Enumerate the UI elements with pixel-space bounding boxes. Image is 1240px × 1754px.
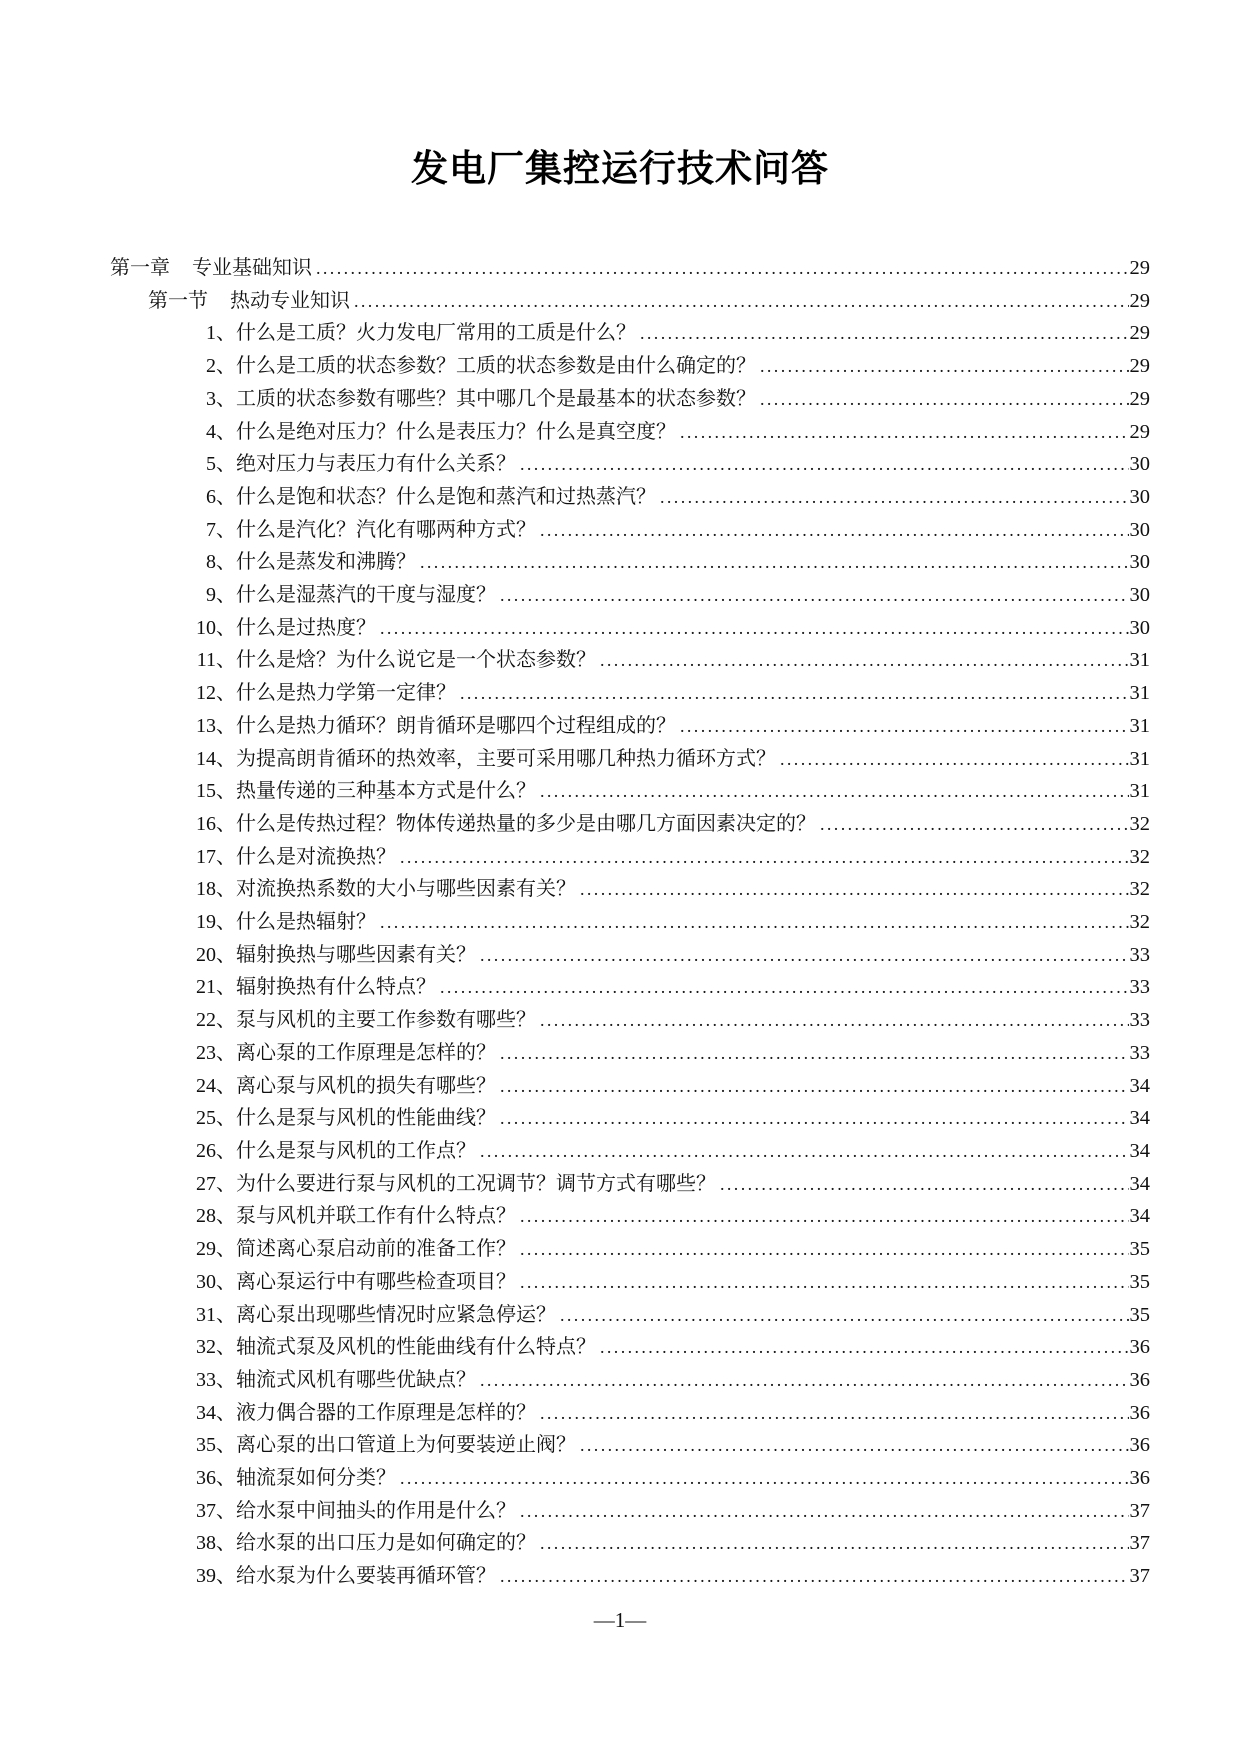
- toc-entry-title: 什么是热力循环？朗肯循环是哪四个过程组成的？: [236, 714, 676, 737]
- toc-entry-page-number: 34: [1129, 1074, 1150, 1097]
- dot-leader: [540, 514, 1129, 547]
- toc-entry-page-number: 36: [1129, 1336, 1150, 1359]
- toc-entry: [110, 710, 1150, 743]
- dot-leader: [420, 546, 1129, 579]
- toc-entry-page-number: 30: [1129, 485, 1150, 508]
- toc-entry: [110, 1004, 1150, 1037]
- toc-entry-page-number: 35: [1129, 1270, 1150, 1293]
- dot-leader: [500, 1070, 1129, 1103]
- toc-entry-page-number: 37: [1129, 1565, 1150, 1588]
- toc-entry-number: 31、: [196, 1303, 236, 1326]
- toc-entry: [110, 1299, 1150, 1332]
- page-title: 发电厂集控运行技术问答: [411, 149, 829, 190]
- dot-leader: [600, 1331, 1129, 1364]
- toc-entry-page-number: 32: [1129, 878, 1150, 901]
- toc-entry-page-number: 30: [1129, 551, 1150, 574]
- dot-leader: [500, 1560, 1129, 1593]
- toc-entry: [110, 644, 1150, 677]
- toc-entry-title: 辐射换热与哪些因素有关？: [236, 943, 476, 966]
- toc-entry: [110, 1102, 1150, 1135]
- toc-entry-title: 轴流泵如何分类？: [236, 1467, 396, 1490]
- dot-leader: [316, 252, 1129, 285]
- toc-entry: [110, 906, 1150, 939]
- toc-entry-title: 轴流式风机有哪些优缺点？: [236, 1368, 476, 1391]
- dot-leader: [400, 1462, 1129, 1495]
- toc-entry-title: 热量传递的三种基本方式是什么？: [236, 780, 536, 803]
- dot-leader: [380, 906, 1129, 939]
- toc-entry: [110, 1331, 1150, 1364]
- toc-entry-number: 7、: [206, 518, 236, 541]
- toc-entry: [110, 1233, 1150, 1266]
- toc-entry-title: 离心泵出现哪些情况时应紧急停运？: [236, 1303, 556, 1326]
- toc-entry: [110, 1037, 1150, 1070]
- toc-entry-page-number: 33: [1129, 1009, 1150, 1032]
- toc-entry-number: 28、: [196, 1205, 236, 1228]
- toc-entry-number: 17、: [196, 845, 236, 868]
- toc-entry: [110, 416, 1150, 449]
- toc-entry-page-number: 29: [1129, 387, 1150, 410]
- toc-entry-title: 热动专业知识: [230, 289, 350, 312]
- toc-entry-title: 离心泵运行中有哪些检查项目？: [236, 1270, 516, 1293]
- toc-entry-number: 15、: [196, 780, 236, 803]
- toc-entry-number: 33、: [196, 1368, 236, 1391]
- toc-entry-number: 11、: [196, 649, 236, 672]
- toc-entry-page-number: 30: [1129, 518, 1150, 541]
- toc-list: [110, 252, 1150, 1593]
- toc-entry: [110, 939, 1150, 972]
- toc-entry-page-number: 29: [1129, 322, 1150, 345]
- dot-leader: [580, 1429, 1129, 1462]
- toc-entry-number: 21、: [196, 976, 236, 999]
- toc-entry: [110, 1397, 1150, 1430]
- toc-entry-page-number: 31: [1129, 747, 1150, 770]
- toc-entry-title: 给水泵为什么要装再循环管？: [236, 1565, 496, 1588]
- toc-entry-page-number: 32: [1129, 845, 1150, 868]
- toc-entry-page-number: 30: [1129, 616, 1150, 639]
- toc-entry: [110, 1364, 1150, 1397]
- dot-leader: [354, 285, 1129, 318]
- toc-entry: [110, 841, 1150, 874]
- toc-entry-page-number: 35: [1129, 1303, 1150, 1326]
- dot-leader: [680, 416, 1129, 449]
- toc-entry-page-number: 31: [1129, 649, 1150, 672]
- toc-entry-title: 什么是工质？火力发电厂常用的工质是什么？: [236, 322, 636, 345]
- toc-entry-number: 30、: [196, 1270, 236, 1293]
- toc-entry-number: 16、: [196, 812, 236, 835]
- toc-entry: [110, 1135, 1150, 1168]
- dot-leader: [540, 1397, 1129, 1430]
- toc-entry-number: 1、: [206, 322, 236, 345]
- toc-entry-title: 什么是过热度？: [236, 616, 376, 639]
- toc-entry-page-number: 33: [1129, 1041, 1150, 1064]
- toc-entry-number: 19、: [196, 911, 236, 934]
- toc-entry-number: 8、: [206, 551, 236, 574]
- dot-leader: [760, 383, 1129, 416]
- dot-leader: [500, 1102, 1129, 1135]
- toc-entry: [110, 1429, 1150, 1462]
- toc-entry: [110, 579, 1150, 612]
- toc-entry-page-number: 37: [1129, 1532, 1150, 1555]
- toc-entry-number: 12、: [196, 682, 236, 705]
- dot-leader: [680, 710, 1129, 743]
- toc-entry-number: 25、: [196, 1107, 236, 1130]
- toc-entry-title: 什么是汽化？汽化有哪两种方式？: [236, 518, 536, 541]
- toc-entry-number: 23、: [196, 1041, 236, 1064]
- toc-entry-title: 对流换热系数的大小与哪些因素有关？: [236, 878, 576, 901]
- dot-leader: [660, 481, 1129, 514]
- toc-entry-number: 26、: [196, 1139, 236, 1162]
- toc-entry-number: 24、: [196, 1074, 236, 1097]
- dot-leader: [520, 1495, 1129, 1528]
- toc-entry-number: 3、: [206, 387, 236, 410]
- toc-entry-title: 什么是饱和状态？什么是饱和蒸汽和过热蒸汽？: [236, 485, 656, 508]
- toc-entry: [110, 677, 1150, 710]
- toc-entry-number: 20、: [196, 943, 236, 966]
- toc-entry-page-number: 30: [1129, 453, 1150, 476]
- dot-leader: [540, 775, 1129, 808]
- toc-entry: [110, 481, 1150, 514]
- dot-leader: [480, 939, 1129, 972]
- toc-entry-page-number: 37: [1129, 1499, 1150, 1522]
- toc-entry-page-number: 30: [1129, 584, 1150, 607]
- toc-entry-title: 辐射换热有什么特点？: [236, 976, 436, 999]
- dot-leader: [440, 971, 1129, 1004]
- toc-entry: [110, 317, 1150, 350]
- toc-entry-title: 轴流式泵及风机的性能曲线有什么特点？: [236, 1336, 596, 1359]
- toc-entry-page-number: 34: [1129, 1107, 1150, 1130]
- toc-entry-page-number: 29: [1129, 289, 1150, 312]
- toc-entry-number: 32、: [196, 1336, 236, 1359]
- toc-entry: [110, 1070, 1150, 1103]
- toc-entry-page-number: 31: [1129, 714, 1150, 737]
- toc-entry-page-number: 35: [1129, 1238, 1150, 1261]
- toc-entry-number: 5、: [206, 453, 236, 476]
- toc-entry: [110, 1495, 1150, 1528]
- toc-entry-number: 27、: [196, 1172, 236, 1195]
- toc-entry-page-number: 31: [1129, 682, 1150, 705]
- dot-leader: [480, 1364, 1129, 1397]
- dot-leader: [540, 1004, 1129, 1037]
- toc-entry-title: 液力偶合器的工作原理是怎样的？: [236, 1401, 536, 1424]
- page-number-footer: —1—: [593, 1608, 647, 1632]
- toc-entry-title: 离心泵与风机的损失有哪些？: [236, 1074, 496, 1097]
- toc-entry: [110, 743, 1150, 776]
- toc-entry-number: 2、: [206, 355, 236, 378]
- toc-entry-page-number: 36: [1129, 1368, 1150, 1391]
- toc-entry-page-number: 34: [1129, 1205, 1150, 1228]
- toc-entry-number: 37、: [196, 1499, 236, 1522]
- toc-entry-title: 离心泵的工作原理是怎样的？: [236, 1041, 496, 1064]
- toc-entry-number: 29、: [196, 1238, 236, 1261]
- dot-leader: [520, 1200, 1129, 1233]
- toc-entry-title: 工质的状态参数有哪些？其中哪几个是最基本的状态参数？: [236, 387, 756, 410]
- toc-entry-number: 34、: [196, 1401, 236, 1424]
- toc-entry-number: 10、: [196, 616, 236, 639]
- toc-entry-title: 离心泵的出口管道上为何要装逆止阀？: [236, 1434, 576, 1457]
- dot-leader: [760, 350, 1129, 383]
- toc-entry-title: 什么是对流换热？: [236, 845, 396, 868]
- toc-entry-number: 22、: [196, 1009, 236, 1032]
- toc-entry-title: 什么是热力学第一定律？: [236, 682, 456, 705]
- toc-entry-title: 专业基础知识: [192, 257, 312, 279]
- toc-entry-page-number: 33: [1129, 976, 1150, 999]
- toc-entry-page-number: 32: [1129, 911, 1150, 934]
- dot-leader: [460, 677, 1129, 710]
- toc-entry-number: 6、: [206, 485, 236, 508]
- dot-leader: [600, 644, 1129, 677]
- toc-entry-title: 什么是工质的状态参数？工质的状态参数是由什么确定的？: [236, 355, 756, 378]
- toc-entry: [110, 350, 1150, 383]
- toc-entry: [110, 1560, 1150, 1593]
- toc-entry: [110, 285, 1150, 318]
- toc-entry: [110, 775, 1150, 808]
- toc-entry: [110, 514, 1150, 547]
- toc-entry-title: 什么是焓？为什么说它是一个状态参数？: [236, 649, 596, 672]
- toc-entry-page-number: 31: [1129, 780, 1150, 803]
- dot-leader: [640, 317, 1129, 350]
- dot-leader: [780, 743, 1129, 776]
- toc-entry-number: 36、: [196, 1467, 236, 1490]
- dot-leader: [400, 841, 1129, 874]
- dot-leader: [500, 579, 1129, 612]
- toc-entry-title: 为提高朗肯循环的热效率，主要可采用哪几种热力循环方式？: [236, 747, 776, 770]
- toc-entry-title: 什么是绝对压力？什么是表压力？什么是真空度？: [236, 420, 676, 443]
- toc-entry: [110, 1168, 1150, 1201]
- toc-entry: [110, 1200, 1150, 1233]
- dot-leader: [500, 1037, 1129, 1070]
- toc-entry: [110, 808, 1150, 841]
- dot-leader: [380, 612, 1129, 645]
- toc-entry-title: 什么是蒸发和沸腾？: [236, 551, 416, 574]
- toc-entry: [110, 1527, 1150, 1560]
- toc-entry-page-number: 32: [1129, 812, 1150, 835]
- toc-entry-page-number: 36: [1129, 1467, 1150, 1490]
- toc-entry-number: 13、: [196, 714, 236, 737]
- dot-leader: [820, 808, 1129, 841]
- dot-leader: [540, 1527, 1129, 1560]
- toc-entry-number: 38、: [196, 1532, 236, 1555]
- toc-entry-title: 泵与风机的主要工作参数有哪些？: [236, 1009, 536, 1032]
- toc-entry: [110, 612, 1150, 645]
- dot-leader: [520, 448, 1129, 481]
- toc-entry-title: 给水泵中间抽头的作用是什么？: [236, 1499, 516, 1522]
- dot-leader: [560, 1299, 1129, 1332]
- toc-entry-title: 给水泵的出口压力是如何确定的？: [236, 1532, 536, 1555]
- toc-entry-number: 第一节: [148, 289, 208, 312]
- toc-entry-number: 4、: [206, 420, 236, 443]
- toc-entry-title: 泵与风机并联工作有什么特点？: [236, 1205, 516, 1228]
- toc-entry-page-number: 34: [1129, 1172, 1150, 1195]
- toc-entry: [110, 383, 1150, 416]
- dot-leader: [520, 1266, 1129, 1299]
- toc-entry-title: 为什么要进行泵与风机的工况调节？调节方式有哪些？: [236, 1172, 716, 1195]
- toc-entry: [110, 1462, 1150, 1495]
- dot-leader: [720, 1168, 1129, 1201]
- dot-leader: [480, 1135, 1129, 1168]
- toc-entry-title: 绝对压力与表压力有什么关系？: [236, 453, 516, 476]
- toc-entry-page-number: 29: [1129, 420, 1150, 443]
- toc-entry-title: 简述离心泵启动前的准备工作？: [236, 1238, 516, 1261]
- toc-entry-number: 35、: [196, 1434, 236, 1457]
- dot-leader: [580, 873, 1129, 906]
- toc-entry-title: 什么是泵与风机的工作点？: [236, 1139, 476, 1162]
- toc-entry-page-number: 36: [1129, 1434, 1150, 1457]
- toc-entry-number: 9、: [206, 584, 236, 607]
- toc-entry-page-number: 29: [1129, 355, 1150, 378]
- toc-entry-number: 14、: [196, 747, 236, 770]
- toc-entry-number: 39、: [196, 1565, 236, 1588]
- toc-entry-number: 第一章: [110, 257, 170, 279]
- toc-entry: [110, 873, 1150, 906]
- toc-entry: [110, 1266, 1150, 1299]
- toc-entry: [110, 252, 1150, 285]
- toc-entry: [110, 546, 1150, 579]
- toc-entry-title: 什么是热辐射？: [236, 911, 376, 934]
- toc-entry-page-number: 34: [1129, 1139, 1150, 1162]
- toc-entry: [110, 971, 1150, 1004]
- dot-leader: [520, 1233, 1129, 1266]
- toc-entry-title: 什么是湿蒸汽的干度与湿度？: [236, 584, 496, 607]
- toc-entry-page-number: 33: [1129, 943, 1150, 966]
- toc-entry-page-number: 36: [1129, 1401, 1150, 1424]
- toc-entry-title: 什么是传热过程？物体传递热量的多少是由哪几方面因素决定的？: [236, 812, 816, 835]
- toc-entry-page-number: 29: [1129, 257, 1150, 279]
- toc-entry: [110, 448, 1150, 481]
- toc-entry-number: 18、: [196, 878, 236, 901]
- toc-entry-title: 什么是泵与风机的性能曲线？: [236, 1107, 496, 1130]
